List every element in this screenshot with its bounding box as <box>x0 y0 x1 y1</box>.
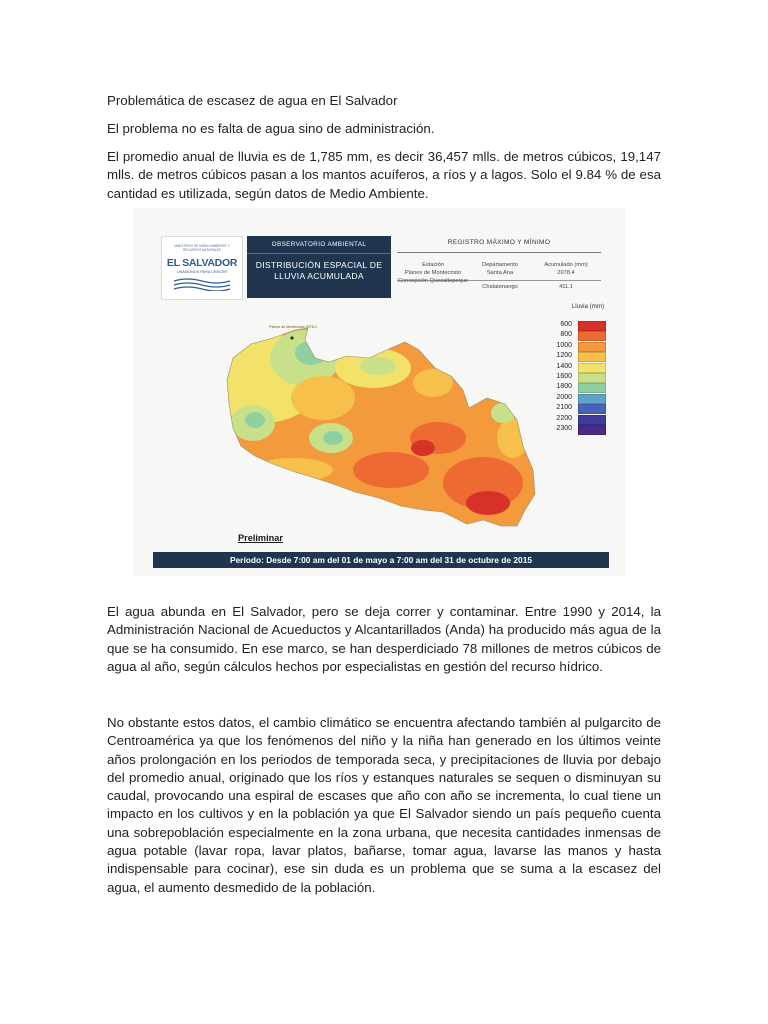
logo-tagline: UNÁMONOS PARA CRECER <box>176 270 228 274</box>
legend-label: 1200 <box>556 352 572 360</box>
registry-cell: Concepción Quezaltepeque <box>397 278 469 284</box>
legend-label: 800 <box>560 331 572 339</box>
legend-item <box>538 330 618 340</box>
legend-item <box>538 414 618 424</box>
logo-ministry-text: MINISTERIO DE MEDIO AMBIENTE Y RECURSOS NATURALES <box>174 244 230 252</box>
legend-label: 2200 <box>556 414 572 422</box>
observatory-heading: OBSERVATORIO AMBIENTAL <box>247 241 391 254</box>
legend-item <box>538 393 618 403</box>
registry-cell: Chalatenango <box>482 284 518 290</box>
legend-label: 2000 <box>556 393 572 401</box>
legend-item <box>538 403 618 413</box>
registry-table <box>397 236 601 302</box>
legend-item <box>538 382 618 392</box>
registry-cell: Planes de Montecristo <box>404 270 462 276</box>
map-marker-label: Planes de Montecristo 2078.4 <box>269 325 317 329</box>
legend-label: 2100 <box>556 404 572 412</box>
logo-name: EL SALVADOR <box>166 257 238 269</box>
station-marker <box>290 336 293 339</box>
observatory-title: DISTRIBUCIÓN ESPACIAL DE LLUVIA ACUMULADA <box>255 260 383 281</box>
paragraph-1: El problema no es falta de agua sino de administración. <box>107 121 435 136</box>
observatory-box <box>247 236 391 298</box>
legend-item <box>538 320 618 330</box>
legend-label: 1000 <box>556 341 572 349</box>
legend-item <box>538 372 618 382</box>
legend-label: 600 <box>560 321 572 328</box>
registry-cell: 411.1 <box>559 284 573 290</box>
legend-label: 2300 <box>556 425 572 432</box>
legend-label: 1800 <box>556 383 572 391</box>
legend-item <box>538 351 618 361</box>
rainfall-map-figure <box>133 208 625 576</box>
legend-swatch <box>578 425 606 435</box>
paragraph-2: El promedio anual de lluvia es de 1,785 mm, es decir 36,457 mlls. de metros cúbicos, 19,147 mlls. de metros cúbicos pasan a los mantos acuíferos, a ríos y a lagos. Solo el 9.84 % de esa cantidad es utilizada, según datos de Medio Ambiente. <box>107 149 661 201</box>
registry-cell: Santa Ana <box>486 270 514 276</box>
legend-item <box>538 341 618 351</box>
legend-item <box>538 424 618 434</box>
figure-header <box>161 236 601 310</box>
waves-icon <box>172 277 232 291</box>
legend-label: 1400 <box>556 362 572 370</box>
paragraph-3: El agua abunda en El Salvador, pero se deja correr y contaminar. Entre 1990 y 2014, la Administración Nacional de Acueductos y Alcantarillados (Anda) ha producido más agua de la que se ha consumido. En ese marco, se han desperdiciado 78 millones de metros cúbicos de agua al año, según cálculos hechos por especialistas en gestión del recurso hídrico. <box>107 604 661 674</box>
paragraph-4: No obstante estos datos, el cambio climático se encuentra afectando también al pulgarcito de Centroamérica ya que los fenómenos del niño y la niña han generado en los últimos veinte años prolongación en los periodos de temporada seca, y precipitaciones de lluvia por debajo del promedio anual, originado que los ríos y estanques naturales se sequen o disminuyan su caudal, provocando una espiral de escases que año con año se incrementa, lo cual tiene un impacto en los cultivos y en la población ya que El Salvador siendo un país pequeño cuenta una sobrepoblación especialmente en la zona urbana, que necesita cantidades inmensas de agua potable (lavar ropa, lavar platos, bañarse, tomar agua, lavarse las manos y hasta indispensable para cocinar), ese sin duda es un problema que se suma a la escasez del agua, el aumento desmedido de la población. <box>107 715 661 895</box>
preliminary-label: Preliminar <box>238 533 283 543</box>
legend-label: 1600 <box>556 373 572 380</box>
registry-title: REGISTRO MÁXIMO Y MÍNIMO <box>397 239 601 253</box>
document-title: Problemática de escasez de agua en El Salvador <box>107 93 398 108</box>
el-salvador-logo <box>161 236 243 300</box>
registry-header-cell: Departamento <box>481 262 519 268</box>
registry-header-cell: Acumulado (mm) <box>544 262 588 268</box>
registry-cell: 2078.4 <box>557 270 575 276</box>
legend-item <box>538 362 618 372</box>
period-bar: Período: Desde 7:00 am del 01 de mayo a 7:00 am del 31 de octubre de 2015 <box>153 552 609 568</box>
legend-title: Lluvia (mm) <box>571 303 605 310</box>
registry-header-cell: Estación <box>422 262 444 268</box>
